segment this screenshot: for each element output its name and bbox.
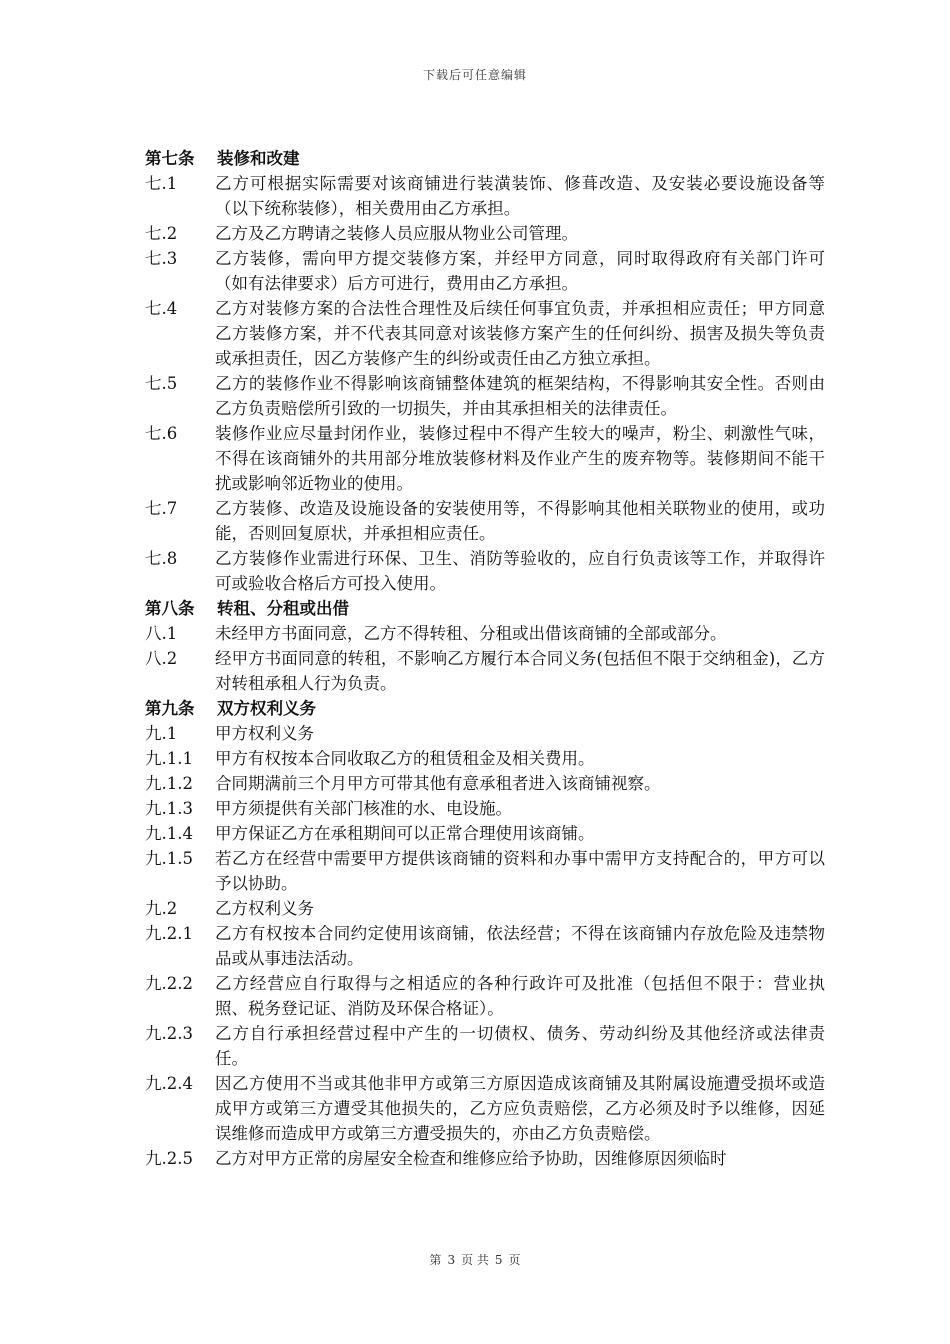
clause-text: 乙方装修作业需进行环保、卫生、消防等验收的，应自行负责该等工作，并取得许可或验收合格后方可投入使用。 — [215, 549, 825, 593]
clause-text: 乙方装修、改造及设施设备的安装使用等，不得影响其他相关联物业的使用，或功能，否则回复原状，并承担相应责任。 — [215, 499, 825, 543]
clause-number: 七.1 — [145, 174, 178, 193]
clause-text: 甲方有权按本合同收取乙方的租赁租金及相关费用。 — [215, 749, 595, 768]
clause-text: 乙方经营应自行取得与之相适应的各种行政许可及批准（包括但不限于：营业执照、税务登记证、消防及环保合格证）。 — [215, 974, 825, 1018]
clause — [145, 746, 825, 771]
clause-text: 乙方有权按本合同约定使用该商铺，依法经营；不得在该商铺内存放危险及违禁物品或从事违法活动。 — [215, 924, 825, 968]
clause — [145, 896, 825, 921]
section-number: 第七条 — [145, 149, 195, 168]
clause-number: 八.1 — [145, 624, 178, 643]
clause-number: 九.2.2 — [145, 974, 193, 993]
section-number: 第九条 — [145, 699, 195, 718]
footer-total-pages: 5 — [494, 1253, 503, 1267]
clause-number: 七.3 — [145, 249, 178, 268]
clause-text: 乙方对甲方正常的房屋安全检查和维修应给予协助，因维修原因须临时 — [215, 1149, 727, 1168]
clause-number: 七.8 — [145, 549, 178, 568]
footer-suffix: 页 — [508, 1253, 521, 1267]
section-heading — [145, 696, 825, 721]
clause-text: 乙方可根据实际需要对该商铺进行装潢装饰、修葺改造、及安装必要设施设备等（以下统称装修），相关费用由乙方承担。 — [215, 174, 825, 218]
clause — [145, 771, 825, 796]
section-heading — [145, 596, 825, 621]
clause-text: 乙方装修，需向甲方提交装修方案，并经甲方同意，同时取得政府有关部门许可（如有法律要求）后方可进行，费用由乙方承担。 — [215, 249, 825, 293]
clause-number: 九.1 — [145, 724, 178, 743]
clause-number: 九.2.4 — [145, 1074, 193, 1093]
clause-number: 九.2 — [145, 899, 178, 918]
clause — [145, 1021, 825, 1071]
clause-number: 九.2.5 — [145, 1149, 193, 1168]
clause — [145, 621, 825, 646]
clause — [145, 496, 825, 546]
footer-mid: 页 共 — [461, 1253, 489, 1267]
clause — [145, 1146, 825, 1171]
clause — [145, 921, 825, 971]
clause — [145, 421, 825, 496]
clause-text: 合同期满前三个月甲方可带其他有意承租者进入该商铺视察。 — [215, 774, 661, 793]
section-title: 转租、分租或出借 — [217, 599, 349, 618]
clause-number: 九.2.1 — [145, 924, 193, 943]
section-title: 双方权利义务 — [217, 699, 316, 718]
clause-text: 装修作业应尽量封闭作业，装修过程中不得产生较大的噪声，粉尘、刺激性气味，不得在该商铺外的共用部分堆放装修材料及作业产生的废弃物等。装修期间不能干扰或影响邻近物业的使用。 — [215, 424, 825, 493]
clause — [145, 971, 825, 1021]
clause — [145, 296, 825, 371]
clause — [145, 171, 825, 221]
clause-number: 九.1.5 — [145, 849, 193, 868]
clause — [145, 721, 825, 746]
section-heading — [145, 146, 825, 171]
page-header: 下载后可任意编辑 — [422, 68, 527, 82]
footer-page-number: 3 — [447, 1253, 456, 1267]
clause — [145, 646, 825, 696]
clause-text: 乙方的装修作业不得影响该商铺整体建筑的框架结构，不得影响其安全性。否则由乙方负责赔偿所引致的一切损失，并由其承担相关的法律责任。 — [215, 374, 825, 418]
clause-number: 九.1.3 — [145, 799, 193, 818]
clause-text: 乙方及乙方聘请之装修人员应服从物业公司管理。 — [215, 224, 578, 243]
clause-text: 经甲方书面同意的转租，不影响乙方履行本合同义务(包括但不限于交纳租金)，乙方对转租承租人行为负责。 — [215, 649, 825, 693]
contract-body — [145, 146, 825, 1171]
clause — [145, 796, 825, 821]
section-title: 装修和改建 — [217, 149, 300, 168]
page-footer — [0, 1251, 950, 1268]
clause-text: 乙方对装修方案的合法性合理性及后续任何事宜负责，并承担相应责任；甲方同意乙方装修方案，并不代表其同意对该装修方案产生的任何纠纷、损害及损失等负责或承担责任，因乙方装修产生的纠纷或责任由乙方独立承担。 — [215, 299, 825, 368]
clause-number: 八.2 — [145, 649, 178, 668]
clause-text: 乙方自行承担经营过程中产生的一切债权、债务、劳动纠纷及其他经济或法律责任。 — [215, 1024, 825, 1068]
clause-text: 未经甲方书面同意，乙方不得转租、分租或出借该商铺的全部或部分。 — [215, 624, 727, 643]
clause — [145, 246, 825, 296]
clause-number: 九.1.2 — [145, 774, 193, 793]
clause-text: 若乙方在经营中需要甲方提供该商铺的资料和办事中需甲方支持配合的，甲方可以予以协助。 — [215, 849, 825, 893]
clause — [145, 546, 825, 596]
clause-number: 九.2.3 — [145, 1024, 193, 1043]
clause — [145, 221, 825, 246]
clause-number: 七.5 — [145, 374, 178, 393]
clause — [145, 846, 825, 896]
clause — [145, 1071, 825, 1146]
footer-prefix: 第 — [429, 1253, 442, 1267]
clause-text: 甲方保证乙方在承租期间可以正常合理使用该商铺。 — [215, 824, 595, 843]
clause-number: 九.1.4 — [145, 824, 193, 843]
clause-number: 七.6 — [145, 424, 178, 443]
section-number: 第八条 — [145, 599, 195, 618]
clause — [145, 371, 825, 421]
clause-number: 七.7 — [145, 499, 178, 518]
clause-text: 因乙方使用不当或其他非甲方或第三方原因造成该商铺及其附属设施遭受损坏或造成甲方或第三方遭受其他损失的，乙方应负责赔偿，乙方必须及时予以维修，因延误维修而造成甲方或第三方遭受损失的，亦由乙方负责赔偿。 — [215, 1074, 825, 1143]
clause-text: 乙方权利义务 — [215, 899, 314, 918]
clause-number: 九.1.1 — [145, 749, 193, 768]
clause — [145, 821, 825, 846]
clause-number: 七.4 — [145, 299, 178, 318]
clause-text: 甲方须提供有关部门核准的水、电设施。 — [215, 799, 512, 818]
clause-number: 七.2 — [145, 224, 178, 243]
clause-text: 甲方权利义务 — [215, 724, 314, 743]
